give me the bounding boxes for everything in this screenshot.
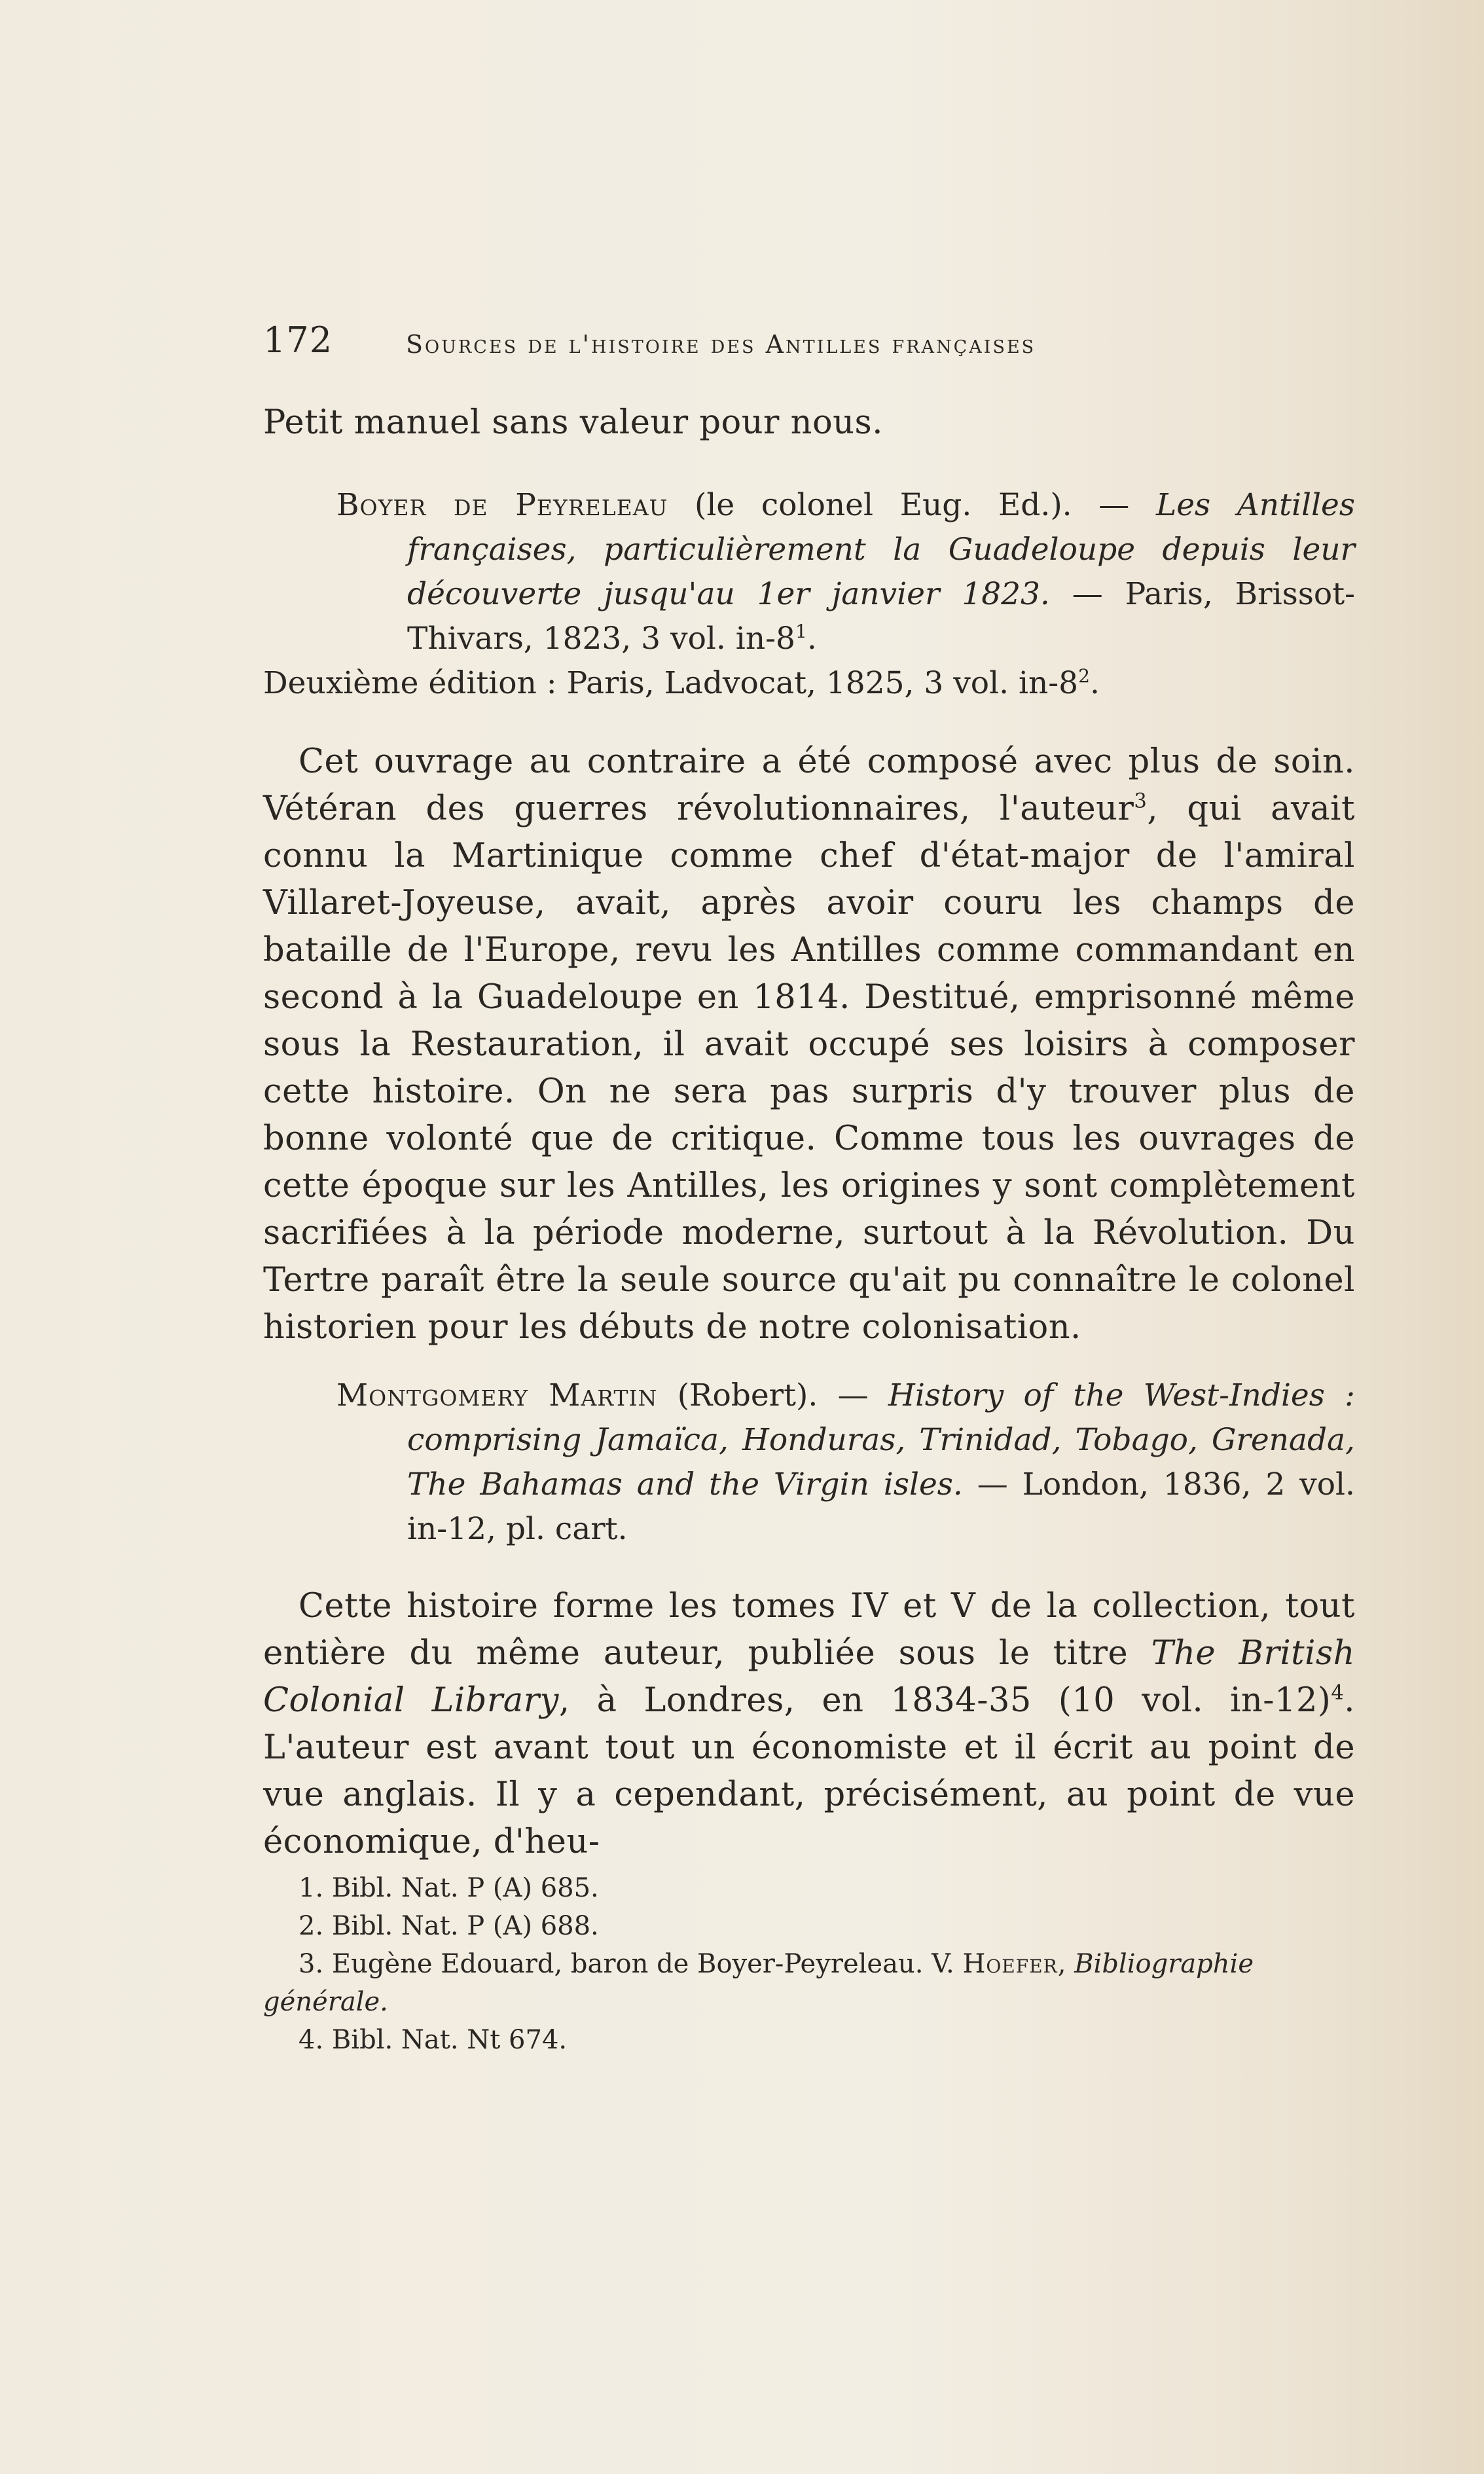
footnote-ref: 1 <box>795 621 807 643</box>
footnote-ref: 2 <box>1078 665 1091 687</box>
footnote <box>263 2021 1355 2059</box>
footnote-number: 1. <box>299 1873 324 1903</box>
collection-title: The British Colonial Library <box>263 1634 1356 1720</box>
footnote-author: Hoefer <box>962 1949 1058 1979</box>
entry-citation <box>336 1373 1355 1552</box>
paragraph-montgomery-commentary <box>263 1583 1355 1866</box>
paragraph <box>263 1583 1355 1866</box>
footnote-ref: 4 <box>1331 1681 1345 1705</box>
footnote <box>263 1907 1355 1945</box>
entry-author-details: (le colonel Eug. Ed.). — <box>668 487 1157 523</box>
footnote-title: Bibliographie générale. <box>263 1949 1254 2017</box>
punctuation: . <box>806 621 817 657</box>
paragraph-text: , qui avait connu la Martinique comme chef d'état-major de l'amiral Villaret-Joyeuse, avait, après avoir couru les champs de bataille de l'Europe, revu les Antilles comme commandant en second à la Guadeloupe en 1814. Destitué, emprisonné même sous la Restauration, il avait occupé ses loisirs à composer cette histoire. On ne sera pas surpris d'y trouver plus de bonne volonté que de critique. Comme tous les ouvrages de cette époque sur les Antilles, les origines y sont complètement sacrifiées à la période moderne, surtout à la Révolution. Du Tertre paraît être la seule source qu'ait pu connaître le colonel historien pour les débuts de notre colonisation. <box>263 790 1355 1347</box>
running-title: Sources de l'histoire des Antilles françaises <box>406 330 1036 359</box>
footnote-text: Bibl. Nat. P (A) 685. <box>331 1873 599 1903</box>
punctuation: . <box>1090 665 1100 701</box>
entry-citation <box>336 483 1355 661</box>
entry-author: Montgomery Martin <box>336 1377 658 1413</box>
paragraph-text: , à Londres, en 1834-35 (10 vol. in-12) <box>558 1681 1331 1720</box>
footnotes <box>263 1869 1355 2059</box>
second-edition <box>263 661 1355 706</box>
paragraph <box>263 738 1355 1351</box>
footnote-number: 4. <box>299 2025 324 2055</box>
footnote-text: Eugène Edouard, baron de Boyer-Peyreleau. V. <box>331 1949 963 1979</box>
running-head <box>263 319 1355 372</box>
punctuation: , <box>1057 1949 1075 1979</box>
footnote <box>263 1945 1355 2021</box>
page-number: 172 <box>263 319 333 361</box>
entry-author: Boyer de Peyreleau <box>336 487 668 523</box>
footnote-number: 3. <box>299 1949 324 1979</box>
intro-line: Petit manuel sans valeur pour nous. <box>263 403 883 442</box>
footnote <box>263 1869 1355 1907</box>
entry-imprint: — Paris, Brissot-Thivars, 1823, 3 vol. in-8 <box>407 576 1355 657</box>
footnote-text: Bibl. Nat. P (A) 688. <box>331 1911 599 1941</box>
paragraph-text: . L'auteur est avant tout un économiste et il écrit au point de vue anglais. Il y a cependant, précisément, au point de vue économique, d'heu- <box>263 1681 1355 1861</box>
bibliographic-entry-montgomery <box>336 1373 1355 1552</box>
entry-title: Les Antilles françaises, particulièrement la Guadeloupe depuis leur découverte jusqu'au 1er janvier 1823. <box>407 487 1355 612</box>
intro-line-block <box>263 399 1355 446</box>
paragraph-boyer-commentary <box>263 738 1355 1351</box>
paragraph-text: Cet ouvrage au contraire a été composé avec plus de soin. Vétéran des guerres révolutionnaires, l'auteur <box>263 742 1355 828</box>
second-edition-text: Deuxième édition : Paris, Ladvocat, 1825, 3 vol. in-8 <box>263 665 1079 701</box>
bibliographic-entry-boyer <box>263 483 1355 706</box>
footnote-number: 2. <box>299 1911 324 1941</box>
footnote-text: Bibl. Nat. Nt 674. <box>331 2025 568 2055</box>
footnote-ref: 3 <box>1134 790 1148 813</box>
entry-imprint: — London, 1836, 2 vol. in-12, pl. cart. <box>407 1466 1355 1547</box>
entry-author-details: (Robert). — <box>657 1377 888 1413</box>
paragraph-text: Cette histoire forme les tomes IV et V de la collection, tout entière du même auteur, publiée sous le titre <box>263 1587 1355 1673</box>
entry-title: History of the West-Indies : comprising Jamaïca, Honduras, Trinidad, Tobago, Grenada, The Bahamas and the Virgin isles. <box>407 1377 1356 1502</box>
